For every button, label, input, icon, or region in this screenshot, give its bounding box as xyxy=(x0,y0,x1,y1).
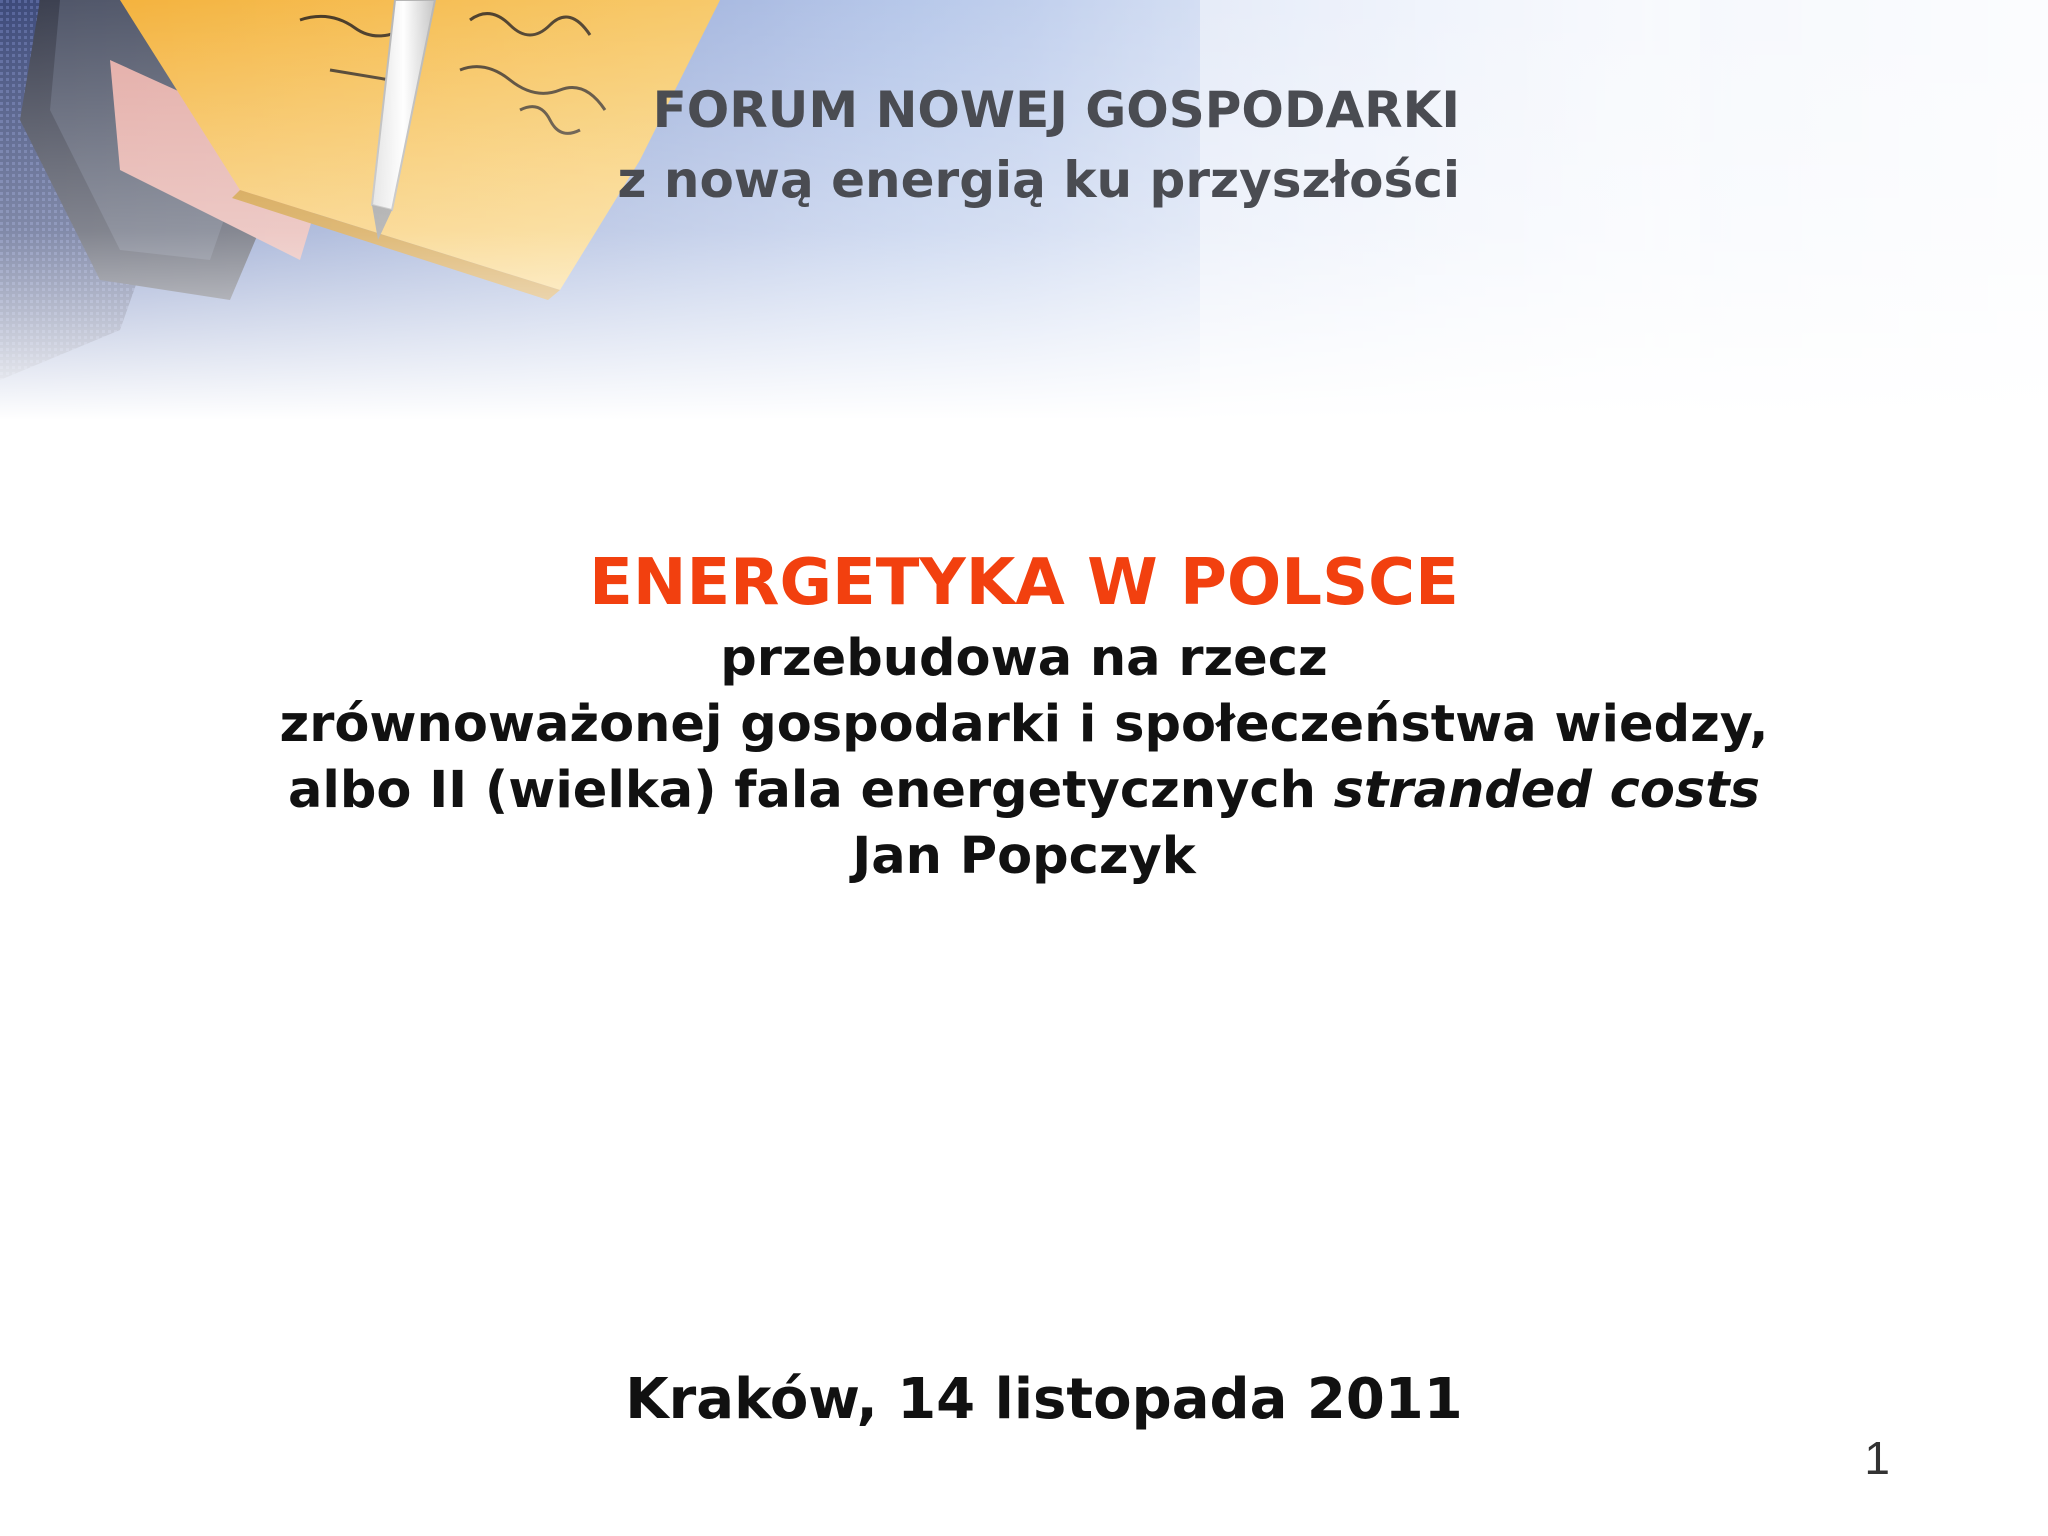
subtitle-line-2: zrównoważonej gospodarki i społeczeństwa wiedzy, xyxy=(279,695,1769,754)
event-date: Kraków, 14 listopada 2011 xyxy=(625,1367,1463,1432)
forum-title: FORUM NOWEJ GOSPODARKI xyxy=(652,81,1460,139)
forum-header xyxy=(560,75,1460,215)
title-block xyxy=(0,540,2048,890)
forum-tagline: z nową energią ku przyszłości xyxy=(617,151,1460,209)
page-number: 1 xyxy=(1864,1432,1890,1484)
subtitle-line-3 xyxy=(0,758,2048,824)
presentation-title: ENERGETYKA W POLSCE xyxy=(589,546,1459,620)
subtitle-line-3-italic: stranded costs xyxy=(1333,761,1760,820)
author-name: Jan Popczyk xyxy=(852,827,1196,886)
subtitle-line-3-text: albo II (wielka) fala energetycznych xyxy=(288,761,1334,820)
subtitle-line-1: przebudowa na rzecz xyxy=(720,629,1328,688)
